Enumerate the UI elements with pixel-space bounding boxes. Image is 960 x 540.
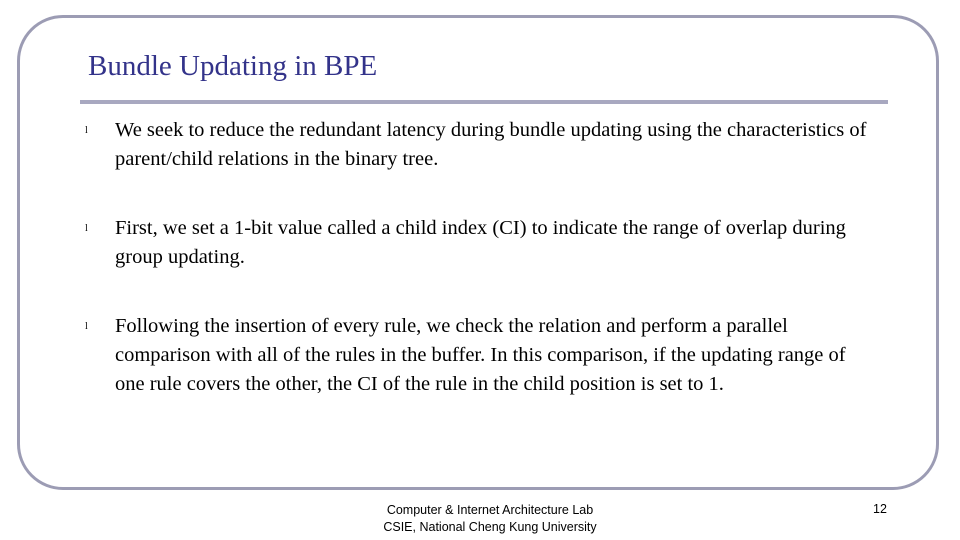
bullet-text: Following the insertion of every rule, we check the relation and perform a parallel comparison with all of the rules in the buffer. In this comparison, if the updating range of one rule covers the other, the CI of the rule in the child position is set to 1. xyxy=(115,315,846,395)
bullet-item xyxy=(85,214,880,272)
bullet-item xyxy=(85,312,880,399)
bullet-text: First, we set a 1-bit value called a child index (CI) to indicate the range of overlap during group updating. xyxy=(115,217,846,268)
footer-lab-name xyxy=(340,502,640,536)
title-divider xyxy=(80,100,888,104)
bullet-marker: l xyxy=(85,223,88,234)
page-number: 12 xyxy=(873,502,887,516)
slide-title: Bundle Updating in BPE xyxy=(88,50,378,82)
footer-line-2: CSIE, National Cheng Kung University xyxy=(383,520,597,534)
bullet-marker: l xyxy=(85,125,88,136)
footer-line-1: Computer & Internet Architecture Lab xyxy=(386,503,594,517)
bullet-item xyxy=(85,116,880,174)
bullet-marker: l xyxy=(85,321,88,332)
bullet-text: We seek to reduce the redundant latency during bundle updating using the characteristics of parent/child relations in the binary tree. xyxy=(115,119,867,170)
